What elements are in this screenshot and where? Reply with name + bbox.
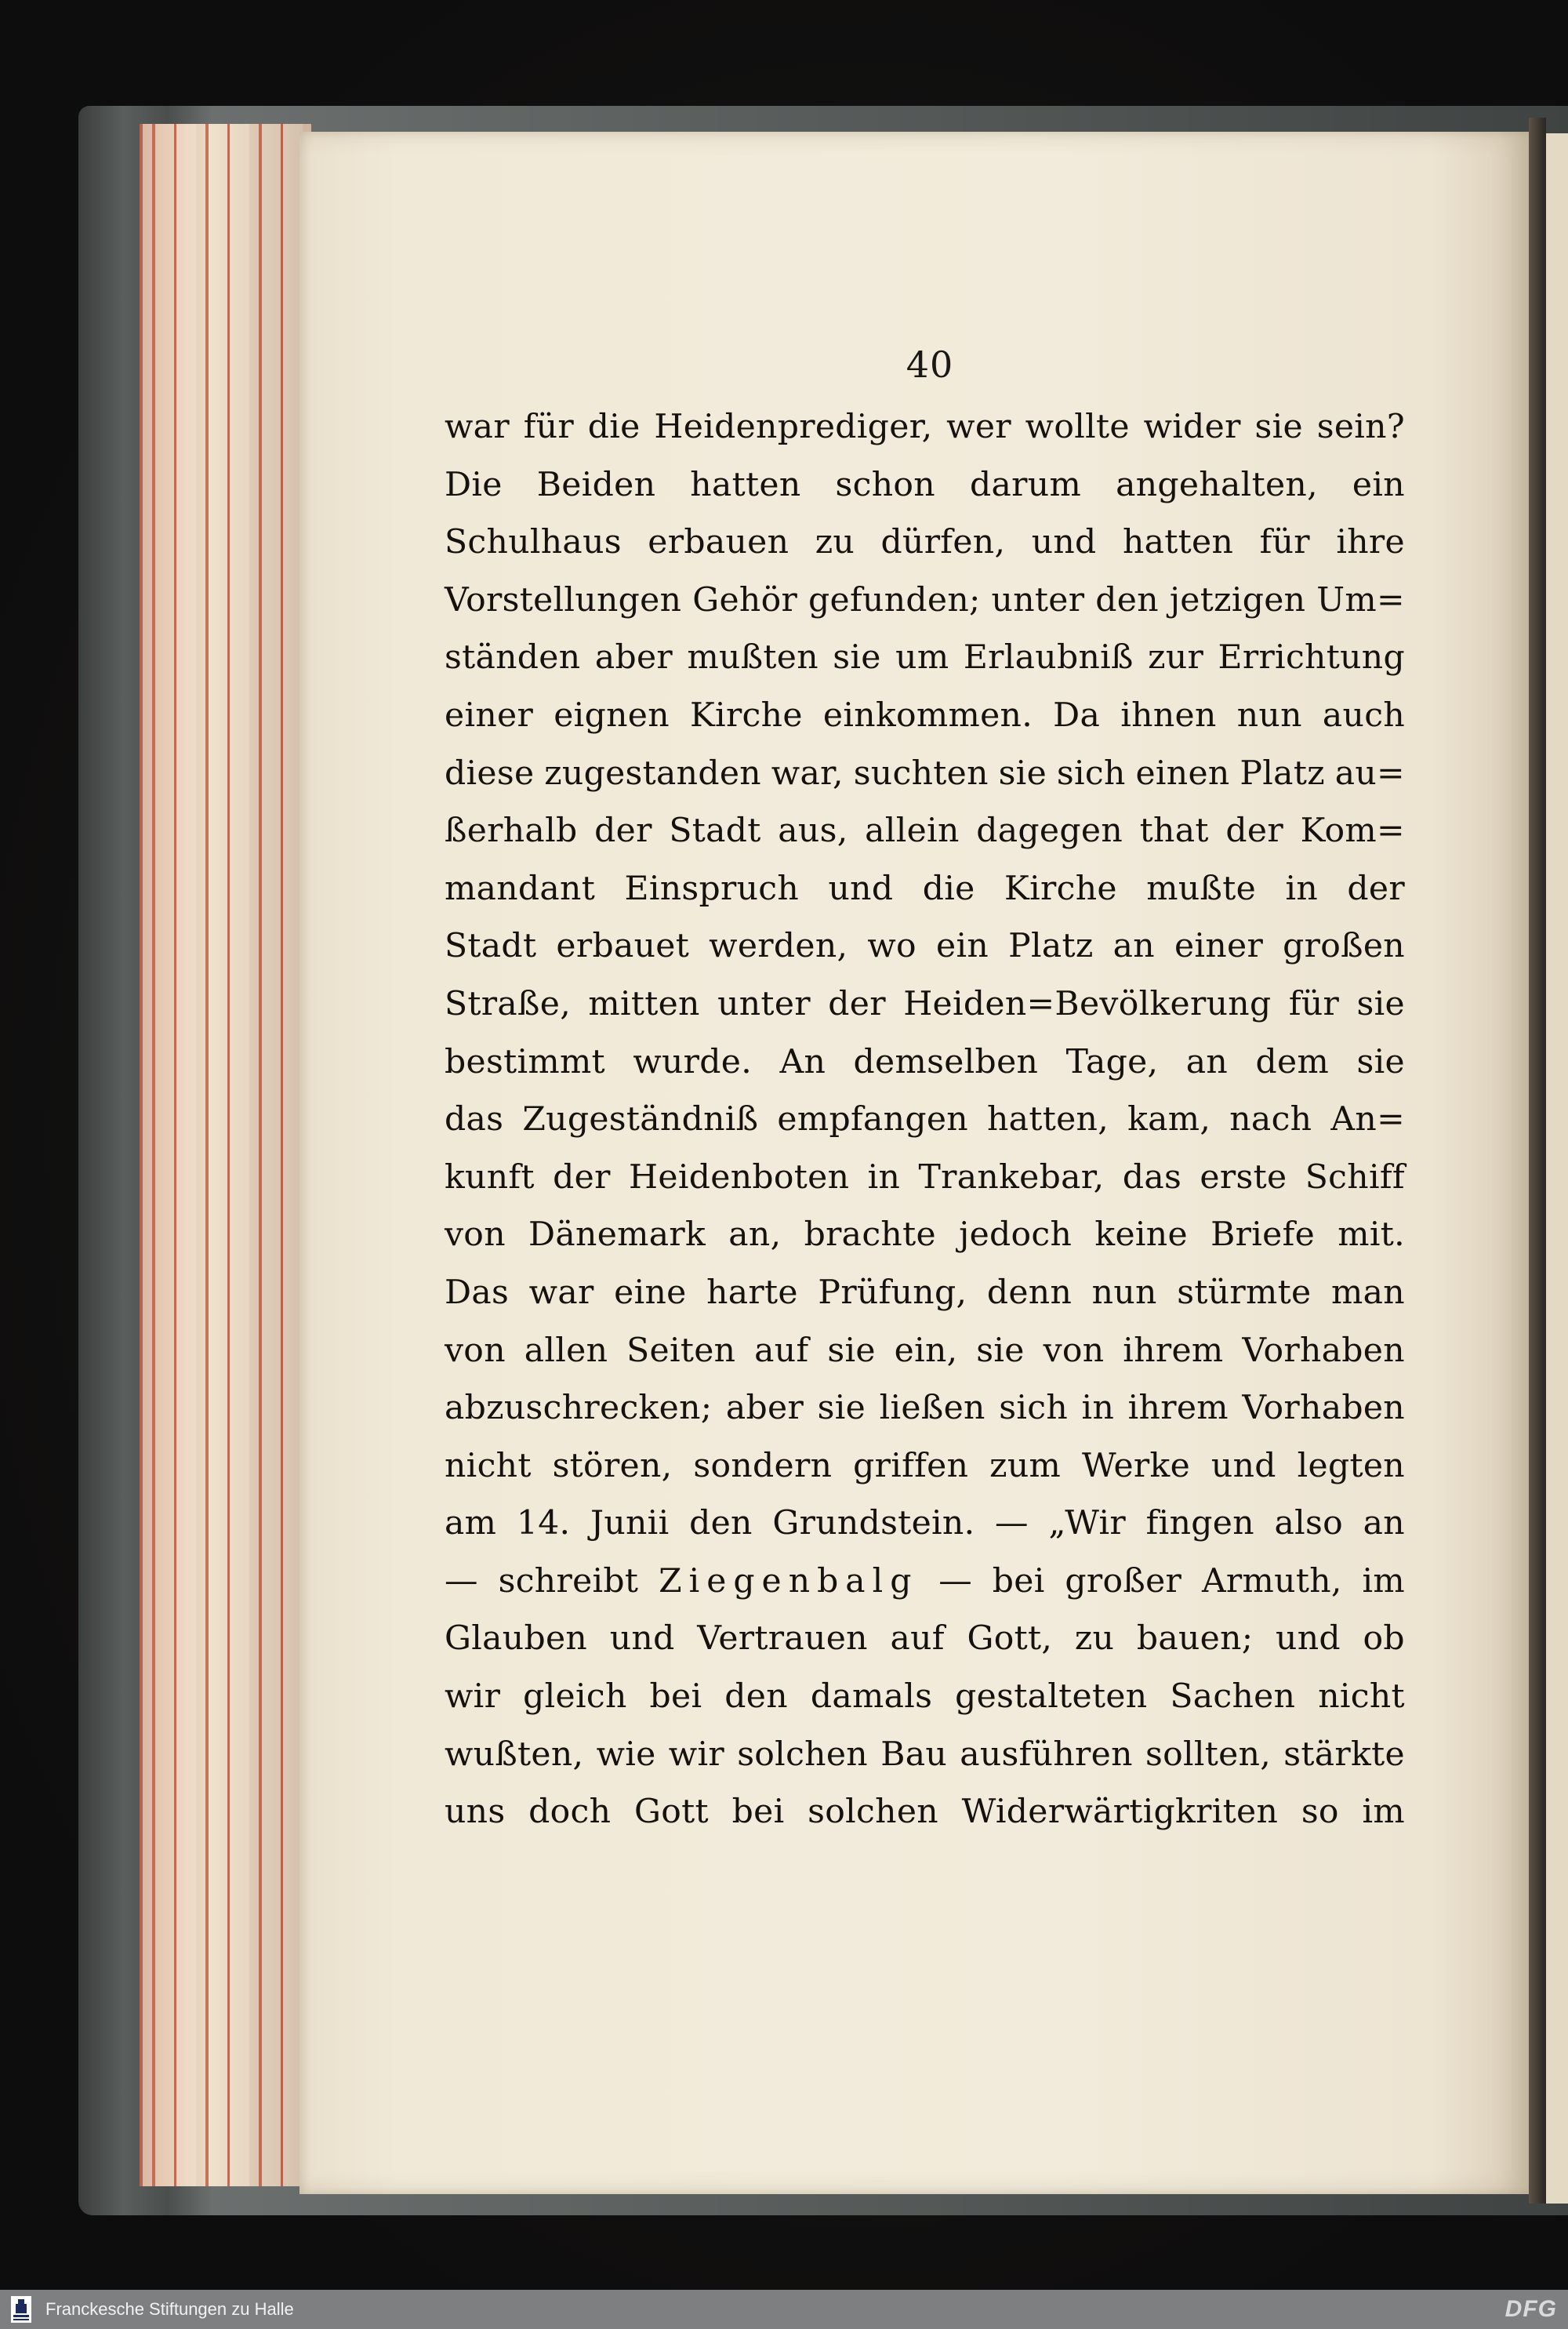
word: gestalteten: [955, 1677, 1148, 1717]
word: von: [445, 1331, 506, 1370]
word: erbauen: [648, 523, 789, 562]
text-line: [445, 1553, 1405, 1611]
word: wie: [596, 1735, 656, 1774]
word: Kom=: [1300, 812, 1405, 851]
word: Junii: [590, 1504, 670, 1543]
word: werden,: [709, 927, 848, 966]
word: im: [1362, 1561, 1405, 1601]
word: auf: [754, 1331, 809, 1370]
word: mitten: [588, 984, 700, 1023]
word: war: [528, 1273, 594, 1312]
word: der: [1347, 869, 1405, 908]
word: man: [1330, 1273, 1405, 1312]
word: mandant: [445, 869, 596, 908]
word: und: [828, 869, 894, 908]
word: aber: [725, 1389, 804, 1428]
word: für: [523, 408, 575, 446]
word: Errichtung: [1218, 638, 1405, 678]
word: diese: [445, 754, 535, 793]
word: bei: [649, 1677, 702, 1717]
word: nach: [1229, 1100, 1312, 1139]
word: der: [594, 812, 652, 851]
word: gleich: [523, 1677, 627, 1717]
franckesche-stiftungen-logo-icon: [8, 2294, 34, 2324]
word: sie: [827, 1331, 876, 1370]
word: schreibt: [498, 1561, 639, 1601]
text-line: [445, 514, 1405, 572]
word: sie: [998, 754, 1047, 793]
word: angehalten,: [1116, 465, 1318, 504]
word: im: [1362, 1793, 1405, 1832]
word: also: [1274, 1504, 1344, 1543]
word: war: [445, 408, 510, 446]
text-line: [445, 1034, 1405, 1092]
word: ständen: [445, 638, 581, 678]
word: großer: [1065, 1561, 1182, 1601]
word: kam,: [1127, 1100, 1211, 1139]
word: Vorhaben: [1242, 1389, 1405, 1428]
word: abzuschrecken;: [445, 1389, 713, 1428]
word: allen: [524, 1331, 608, 1370]
word: stärkte: [1283, 1735, 1405, 1774]
word: schon: [835, 465, 935, 504]
word: den: [689, 1504, 753, 1543]
word: Gott,: [967, 1619, 1053, 1659]
word: wider: [1143, 408, 1241, 446]
word: das: [1122, 1157, 1182, 1197]
word: hatten: [1122, 523, 1234, 562]
word: Werke: [1081, 1446, 1191, 1485]
word: die: [587, 408, 641, 446]
word: solchen: [737, 1735, 868, 1774]
word: einkommen.: [822, 696, 1033, 735]
word: sollten,: [1145, 1735, 1272, 1774]
word: zur: [1148, 638, 1204, 678]
word: sein?: [1316, 408, 1405, 446]
word: stören,: [552, 1446, 673, 1485]
word: stürmte: [1177, 1273, 1312, 1312]
text-line: [445, 1206, 1405, 1264]
institution-name: Franckesche Stiftungen zu Halle: [45, 2299, 294, 2319]
word: Vorstellungen: [445, 580, 682, 619]
text-line: [445, 1264, 1405, 1322]
word: ließen: [879, 1389, 985, 1428]
word: wußten,: [445, 1735, 584, 1774]
text-line: [445, 1437, 1405, 1495]
word: —: [938, 1561, 973, 1601]
word: unter: [717, 984, 811, 1023]
text-line: [445, 1668, 1405, 1726]
word: Beiden: [536, 465, 656, 504]
word: zu: [815, 523, 855, 562]
book-page: [299, 132, 1529, 2194]
word: keine: [1094, 1215, 1188, 1255]
word: sie: [1356, 984, 1405, 1023]
word: suchten: [853, 754, 989, 793]
word: mit.: [1338, 1215, 1405, 1255]
word: solchen: [808, 1793, 938, 1832]
word: sie: [1356, 1042, 1405, 1081]
word: und: [1210, 1446, 1276, 1485]
text-line: [445, 802, 1405, 860]
word: wurde.: [633, 1042, 753, 1081]
word: An=: [1330, 1100, 1405, 1139]
word: dagegen: [976, 812, 1123, 851]
word: einen: [1135, 754, 1230, 793]
book-gutter: [1529, 118, 1546, 2204]
word: Ziegenbalg: [659, 1561, 919, 1601]
word: bestimmt: [445, 1042, 605, 1081]
word: wir: [445, 1677, 501, 1717]
word: nicht: [1318, 1677, 1405, 1717]
word: aus,: [778, 812, 848, 851]
word: griffen: [853, 1446, 969, 1485]
word: wollte: [1025, 408, 1130, 446]
word: sie: [976, 1331, 1025, 1370]
word: an,: [728, 1215, 782, 1255]
word: sie: [833, 638, 881, 678]
word: wo: [867, 927, 916, 966]
word: jedoch: [959, 1215, 1073, 1255]
word: —: [995, 1504, 1029, 1543]
text-line: [445, 456, 1405, 514]
word: ausführen: [960, 1735, 1133, 1774]
page-number: 40: [906, 343, 954, 386]
word: sie: [817, 1389, 866, 1428]
word: bauen;: [1136, 1619, 1254, 1659]
word: auch: [1322, 696, 1405, 735]
word: Briefe: [1210, 1215, 1316, 1255]
word: kunft: [445, 1157, 535, 1197]
word: sie: [1254, 408, 1303, 446]
word: Erlaubniß: [963, 638, 1134, 678]
word: auf: [890, 1619, 945, 1659]
word: einer: [1174, 927, 1264, 966]
word: sich: [1056, 754, 1126, 793]
word: Prüfung,: [818, 1273, 967, 1312]
word: und: [1276, 1619, 1341, 1659]
word: wer: [946, 408, 1011, 446]
word: ein: [936, 927, 989, 966]
word: ein,: [894, 1331, 958, 1370]
word: 14.: [516, 1504, 571, 1543]
word: Vertrauen: [697, 1619, 868, 1659]
word: wir: [668, 1735, 724, 1774]
word: zum: [989, 1446, 1062, 1485]
word: Widerwärtigkriten: [961, 1793, 1279, 1832]
word: Schiff: [1305, 1157, 1405, 1197]
text-line: [445, 1149, 1405, 1207]
word: unter: [991, 580, 1085, 619]
word: erbauet: [556, 927, 690, 966]
word: eine: [614, 1273, 687, 1312]
text-line: [445, 745, 1405, 803]
word: dem: [1255, 1042, 1330, 1081]
word: Platz: [1240, 754, 1325, 793]
word: Grundstein.: [772, 1504, 975, 1543]
word: uns: [445, 1793, 506, 1832]
text-line: [445, 1322, 1405, 1380]
word: die: [922, 869, 975, 908]
word: der: [828, 984, 886, 1023]
word: bei: [992, 1561, 1045, 1601]
word: fingen: [1145, 1504, 1254, 1543]
word: au=: [1334, 754, 1405, 793]
text-line: [445, 572, 1405, 630]
word: dürfen,: [880, 523, 1006, 562]
word: damals: [810, 1677, 933, 1717]
word: und: [609, 1619, 675, 1659]
word: zu: [1074, 1619, 1115, 1659]
word: das: [445, 1100, 504, 1139]
word: sich: [999, 1389, 1069, 1428]
word: war,: [771, 754, 844, 793]
word: demselben: [853, 1042, 1039, 1081]
word: —: [445, 1561, 478, 1601]
word: für: [1259, 523, 1310, 562]
word: Kirche: [1004, 869, 1117, 908]
word: Bau: [880, 1735, 948, 1774]
word: Das: [445, 1273, 510, 1312]
word: darum: [970, 465, 1082, 504]
word: brachte: [804, 1215, 936, 1255]
word: legten: [1297, 1446, 1405, 1485]
text-line: [445, 1379, 1405, 1437]
word: doch: [528, 1793, 612, 1832]
word: Heiden=Bevölkerung: [903, 984, 1272, 1023]
word: für: [1288, 984, 1340, 1023]
word: ihnen: [1120, 696, 1217, 735]
word: empfangen: [777, 1100, 968, 1139]
word: allein: [865, 812, 960, 851]
word: in: [1285, 869, 1319, 908]
word: Heidenprediger,: [654, 408, 933, 446]
word: hatten: [690, 465, 801, 504]
word: Stadt: [445, 927, 537, 966]
text-line: [445, 860, 1405, 918]
word: „Wir: [1048, 1504, 1127, 1543]
page-edges: [140, 124, 311, 2186]
word: Gehör: [692, 580, 798, 619]
word: denn: [986, 1273, 1073, 1312]
word: am: [445, 1504, 497, 1543]
word: Heidenboten: [629, 1157, 850, 1197]
word: Gott: [634, 1793, 709, 1832]
text-line: [445, 1726, 1405, 1784]
word: Schulhaus: [445, 523, 622, 562]
word: in: [867, 1157, 901, 1197]
word: Einspruch: [624, 869, 800, 908]
word: Platz: [1008, 927, 1094, 966]
word: bei: [731, 1793, 785, 1832]
text-line: [445, 917, 1405, 976]
word: ßerhalb: [445, 812, 578, 851]
word: Um=: [1316, 580, 1405, 619]
word: aber: [594, 638, 673, 678]
text-line: [445, 398, 1405, 456]
word: eignen: [554, 696, 670, 735]
word: in: [1081, 1389, 1115, 1428]
word: den: [724, 1677, 788, 1717]
word: ihrem: [1123, 1331, 1224, 1370]
word: that: [1139, 812, 1209, 851]
word: Sachen: [1170, 1677, 1296, 1717]
text-line: [445, 687, 1405, 745]
word: an: [1112, 927, 1155, 966]
word: Vorhaben: [1242, 1331, 1405, 1370]
word: Die: [445, 465, 503, 504]
text-line: [445, 976, 1405, 1034]
word: erste: [1200, 1157, 1287, 1197]
word: mußte: [1146, 869, 1257, 908]
word: ihrem: [1127, 1389, 1229, 1428]
word: ein: [1352, 465, 1405, 504]
word: Zugeständniß: [522, 1100, 759, 1139]
word: harte: [706, 1273, 798, 1312]
word: mußten: [687, 638, 818, 678]
word: jetzigen: [1169, 580, 1306, 619]
word: um: [895, 638, 949, 678]
text-line: [445, 1783, 1405, 1841]
dfg-logo: DFG: [1504, 2296, 1557, 2322]
word: nun: [1091, 1273, 1157, 1312]
page-text: [445, 398, 1405, 1841]
word: Da: [1053, 696, 1101, 735]
text-line: [445, 629, 1405, 687]
word: von: [1043, 1331, 1105, 1370]
word: an: [1185, 1042, 1229, 1081]
text-line: [445, 1091, 1405, 1149]
word: nicht: [445, 1446, 532, 1485]
word: ihre: [1336, 523, 1405, 562]
word: Straße,: [445, 984, 571, 1023]
text-line: [445, 1495, 1405, 1553]
word: Seiten: [626, 1331, 736, 1370]
word: den: [1095, 580, 1159, 619]
word: an: [1363, 1504, 1405, 1543]
word: einer: [445, 696, 534, 735]
word: hatten,: [987, 1100, 1109, 1139]
word: gefunden;: [808, 580, 981, 619]
word: großen: [1283, 927, 1405, 966]
word: Dänemark: [528, 1215, 706, 1255]
word: sondern: [693, 1446, 833, 1485]
word: Stadt: [669, 812, 761, 851]
word: Glauben: [445, 1619, 588, 1659]
word: Trankebar,: [918, 1157, 1105, 1197]
facing-page-edge: [1546, 133, 1568, 2204]
word: von: [445, 1215, 506, 1255]
word: Kirche: [690, 696, 803, 735]
word: der: [1225, 812, 1283, 851]
word: Armuth,: [1201, 1561, 1342, 1601]
word: zugestanden: [544, 754, 761, 793]
word: so: [1301, 1793, 1339, 1832]
word: nun: [1236, 696, 1302, 735]
word: der: [553, 1157, 611, 1197]
word: An: [779, 1042, 826, 1081]
word: Tage,: [1065, 1042, 1159, 1081]
word: ob: [1363, 1619, 1405, 1659]
text-line: [445, 1610, 1405, 1668]
viewer-footer: [0, 2290, 1568, 2329]
word: und: [1031, 523, 1097, 562]
